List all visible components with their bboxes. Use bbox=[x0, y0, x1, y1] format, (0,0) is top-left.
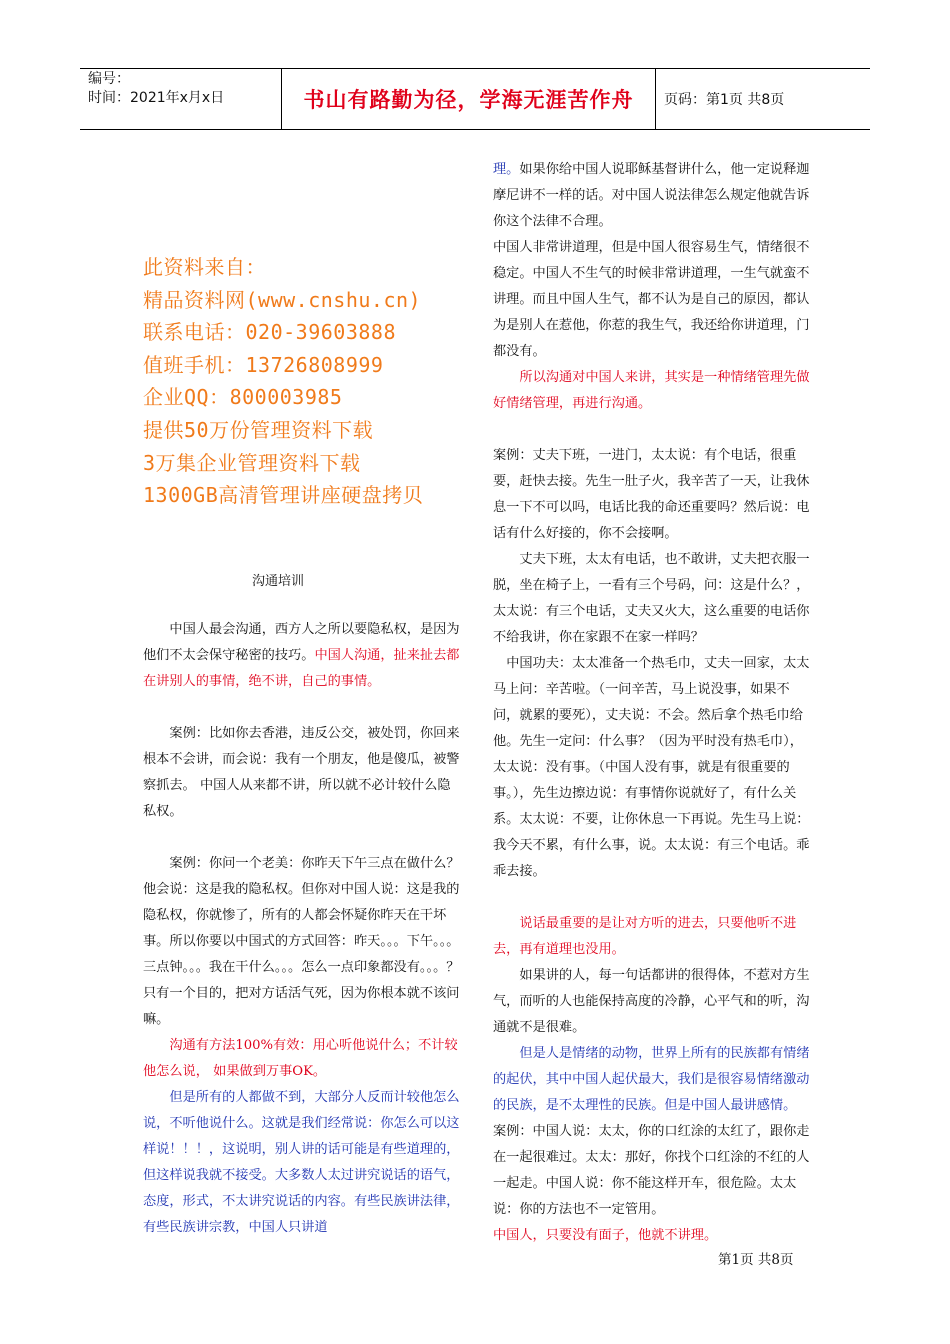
highlight-paragraph: 但是人是情绪的动物，世界上所有的民族都有情绪的起伏，其中中国人起伏最大，我们是很容易情绪激动的民族，是不太理性的民族。但是中国人最讲感情。 bbox=[493, 1046, 810, 1113]
highlight-text: 理。 bbox=[493, 162, 520, 177]
paragraph: 案例：你问一个老美：你昨天下午三点在做什么？他会说：这是我的隐私权。但你对中国人说：这是我的隐私权，你就惨了，所有的人都会怀疑你昨天在干坏事。所以你要以中国式的方式回答：昨天。。。下午。。。三点钟。。。我在干什么。。。怎么一点印象都没有。。。？只有一个目的，把对方话活气死，因为你根本就不该问嘛。 bbox=[143, 856, 460, 1027]
paragraph: 案例：丈夫下班，一进门，太太说：有个电话，很重要，赶快去接。先生一肚子火，我辛苦了一天，让我休息一下不可以吗，电话比我的命还重要吗？然后说：电话有什么好接的，你不会接啊。 bbox=[493, 448, 810, 541]
header-motto: 书山有路勤为径，学海无涯苦作舟 bbox=[303, 88, 634, 112]
highlight-paragraph: 说话最重要的是让对方听的进去，只要他听不进去，再有道理也没用。 bbox=[493, 916, 797, 957]
highlight-paragraph: 所以沟通对中国人来讲，其实是一种情绪管理先做好情绪管理，再进行沟通。 bbox=[493, 370, 810, 411]
promo-line: 值班手机：13726808999 bbox=[143, 352, 384, 377]
document-title: 沟通培训 bbox=[252, 574, 305, 589]
paragraph: 中国功夫：太太准备一个热毛巾，丈夫一回家，太太马上问：辛苦啦。（一问辛苦，马上说没事，如果不问，就累的要死），丈夫说：不会。然后拿个热毛巾给他。先生一定问：什么事？（因为平时没有热毛巾），太太说：没有事。（中国人没有事，就是有很重要的事。），先生边擦边说：有事情你说就好了，有什么关系。太太说：不要，让你休息一下再说。先生马上说：我今天不累，有什么事，说。太太说：有三个电话。乖乖去接。 bbox=[493, 656, 810, 879]
promo-line: 3万集企业管理资料下载 bbox=[143, 450, 361, 475]
promo-line: 1300GB高清管理讲座硬盘拷贝 bbox=[143, 483, 424, 508]
promo-line: 提供50万份管理资料下载 bbox=[143, 417, 374, 442]
promo-block bbox=[143, 251, 423, 512]
left-column bbox=[143, 617, 461, 1241]
promo-line: 精品资料网(www.cnshu.cn) bbox=[143, 287, 422, 312]
promo-line: 此资料来自： bbox=[143, 255, 266, 279]
header-bottom-rule bbox=[80, 129, 870, 130]
header-divider-2 bbox=[655, 69, 656, 129]
paragraph bbox=[493, 157, 813, 235]
header-meta bbox=[88, 70, 224, 108]
promo-line: 联系电话：020-39603888 bbox=[143, 320, 396, 345]
highlight-text: 中国人沟通，扯来扯去都在讲别人的事情，绝不讲，自己的事情。 bbox=[143, 648, 460, 689]
paragraph: 案例：比如你去香港，违反公交，被处罚，你回来根本不会讲，而会说：我有一个朋友，他是傻瓜，被警察抓去。 中国人从来都不讲，所以就不必计较什么隐私权。 bbox=[143, 726, 460, 819]
right-column bbox=[493, 157, 813, 1249]
header-time: 时间：2021年x月x日 bbox=[88, 90, 225, 106]
highlight-paragraph: 中国人，只要没有面子，他就不讲理。 bbox=[493, 1228, 718, 1243]
paragraph-text: 中国人最会沟通，西方人之所以要隐私权，是因为他们不太会保守秘密的技巧。 bbox=[143, 622, 460, 663]
paragraph-text: 如果你给中国人说耶稣基督讲什么，他一定说释迦摩尼讲不一样的话。对中国人说法律怎么规定他就告诉你这个法律不合理。 bbox=[493, 162, 810, 229]
paragraph: 案例：中国人说：太太，你的口红涂的太红了，跟你走在一起很难过。太太：那好，你找个口红涂的不红的人一起走。中国人说：你不能这样开车，很危险。太太说：你的方法也不一定管用。 bbox=[493, 1124, 810, 1217]
paragraph: 丈夫下班，太太有电话，也不敢讲，丈夫把衣服一脱，坐在椅子上，一看有三个号码，问：这是什么？，太太说：有三个电话，丈夫又火大，这么重要的电话你不给我讲，你在家跟不在家一样吗？ bbox=[493, 552, 810, 645]
highlight-paragraph: 但是所有的人都做不到，大部分人反而计较他怎么说，不听他说什么。这就是我们经常说：你怎么可以这样说！！！，这说明，别人讲的话可能是有些道理的，但这样说我就不接受。大多数人太过讲究说话的语气，态度，形式，不太讲究说话的内容。有些民族讲法律，有些民族讲宗教，中国人只讲道 bbox=[143, 1090, 460, 1235]
promo-line: 企业QQ：800003985 bbox=[143, 385, 343, 410]
paragraph: 中国人非常讲道理，但是中国人很容易生气，情绪很不稳定。中国人不生气的时候非常讲道理，一生气就蛮不讲理。而且中国人生气，都不认为是自己的原因，都认为是别人在惹他，你惹的我生气，我还给你讲道理，门都没有。 bbox=[493, 240, 810, 359]
header-page-info: 页码：第1页 共8页 bbox=[664, 92, 785, 108]
paragraph bbox=[143, 617, 461, 695]
page-footer: 第1页 共8页 bbox=[718, 1252, 794, 1268]
header-number: 编号： bbox=[88, 71, 130, 87]
paragraph: 如果讲的人，每一句话都讲的很得体，不惹对方生气，而听的人也能保持高度的冷静，心平气和的听，沟通就不是很难。 bbox=[493, 968, 810, 1035]
highlight-paragraph: 沟通有方法100%有效：用心听他说什么；不计较他怎么说， 如果做到万事OK。 bbox=[143, 1038, 458, 1079]
